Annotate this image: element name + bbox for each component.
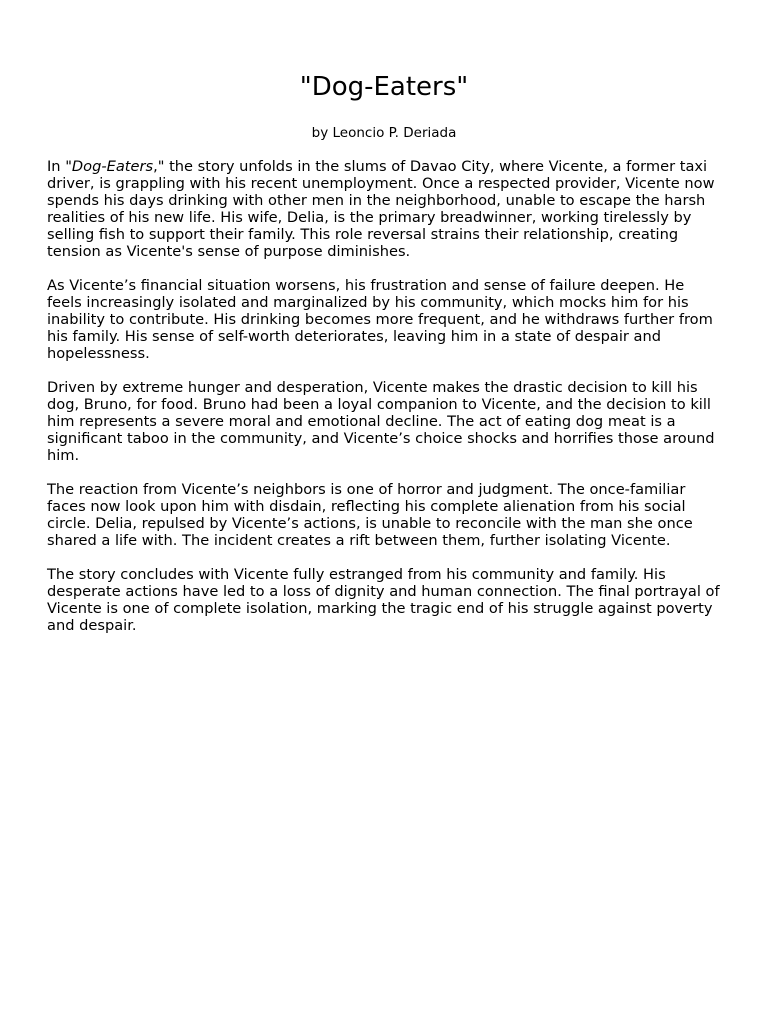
paragraph-5: The story concludes with Vicente fully estranged from his community and family. His desperate actions have led to a loss of dignity and human connection. The final portrayal of Vicente is one of complete isolation, marking the tragic end of his struggle against poverty and despair. bbox=[47, 566, 720, 634]
paragraph-1 bbox=[47, 158, 721, 260]
paragraph-4: The reaction from Vicente’s neighbors is one of horror and judgment. The once-familiar faces now look upon him with disdain, reflecting his complete alienation from his social circle. Delia, repulsed by Vicente’s actions, is unable to reconcile with the man she once shared a life with. The incident creates a rift between them, further isolating Vicente. bbox=[47, 481, 693, 549]
document-author: by Leoncio P. Deriada bbox=[311, 125, 457, 141]
document-body bbox=[47, 158, 721, 634]
paragraph-2: As Vicente’s financial situation worsens, his frustration and sense of failure deepen. He feels increasingly isolated and marginalized by his community, which mocks him for his inability to contribute. His drinking becomes more frequent, and he withdraws further from his family. His sense of self-worth deteriorates, leaving him in a state of despair and hopelessness. bbox=[47, 277, 713, 362]
paragraph-1-text: ," the story unfolds in the slums of Davao City, where Vicente, a former taxi driver, is grappling with his recent unemployment. Once a respected provider, Vicente now spends his days drinking with other men in the neighborhood, unable to escape the harsh realities of his new life. His wife, Delia, is the primary breadwinner, working tirelessly by selling fish to support their family. This role reversal strains their relationship, creating tension as Vicente's sense of purpose diminishes. bbox=[47, 158, 715, 260]
document-title: "Dog-Eaters" bbox=[299, 72, 469, 102]
paragraph-3: Driven by extreme hunger and desperation, Vicente makes the drastic decision to kill his dog, Bruno, for food. Bruno had been a loyal companion to Vicente, and the decision to kill him represents a severe moral and emotional decline. The act of eating dog meat is a significant taboo in the community, and Vicente’s choice shocks and horrifies those around him. bbox=[47, 379, 715, 464]
paragraph-1-lead: In " bbox=[47, 158, 72, 175]
paragraph-1-italic-title: Dog-Eaters bbox=[71, 158, 154, 175]
